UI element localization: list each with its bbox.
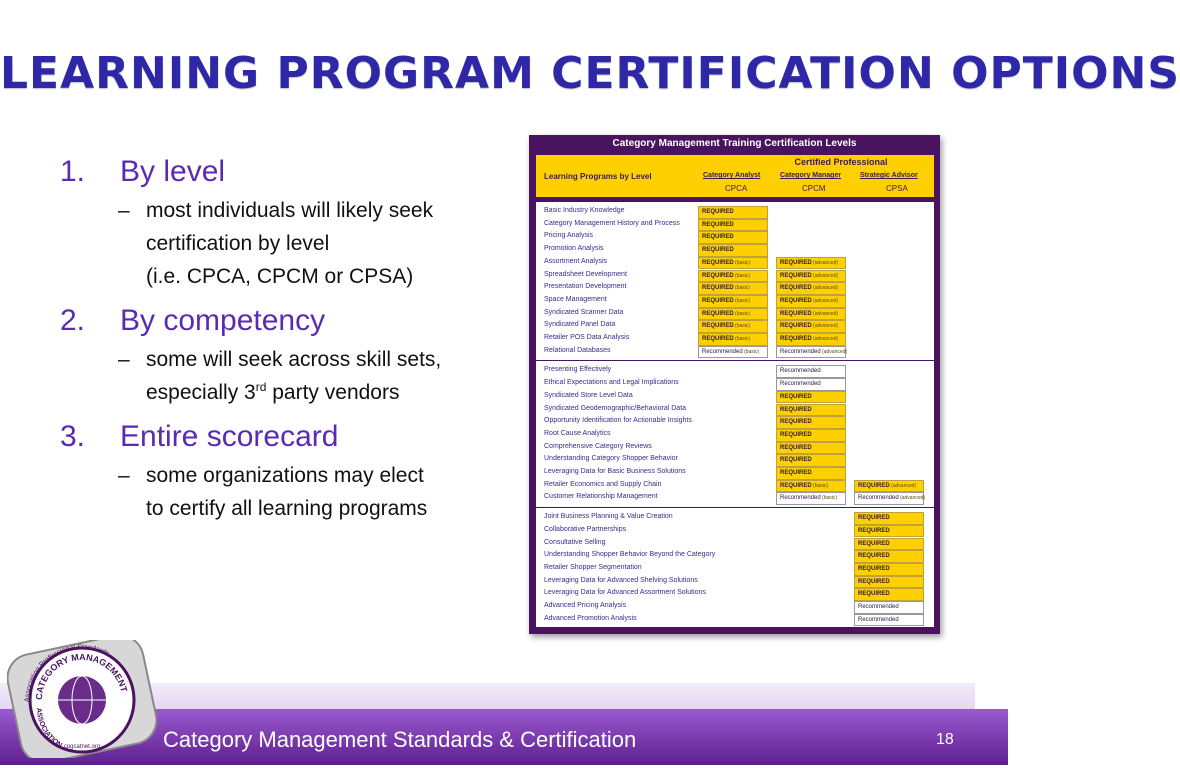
manager-cell: REQUIRED (advanced) <box>776 295 846 308</box>
analyst-cell: REQUIRED (basic) <box>698 320 768 333</box>
logo-arc-top: Association Professional Standards <box>23 643 111 703</box>
table-row <box>536 206 934 219</box>
program-label: Leveraging Data for Basic Business Solutions <box>544 468 686 475</box>
program-label: Collaborative Partnerships <box>544 525 627 533</box>
logo-arc-bottom: ASSOCIATION <box>34 707 64 750</box>
program-label: Space Management <box>544 295 607 303</box>
logo-arc-mid: CATEGORY MANAGEMENT <box>33 651 130 701</box>
program-label: Category Management History and Process <box>544 219 680 227</box>
manager-cell: REQUIRED <box>776 429 846 442</box>
manager-cell: Recommended <box>776 365 846 378</box>
table-row <box>536 257 934 270</box>
sub-line: party vendors <box>266 381 400 404</box>
table-row <box>536 442 934 455</box>
certified-professional-label: Certified Professional <box>794 157 888 167</box>
program-label: Leveraging Data for Advanced Shelving Solutions <box>544 576 698 584</box>
program-label: Retailer Economics and Supply Chain <box>544 480 662 488</box>
footer-text: Category Management Standards & Certification <box>163 727 637 752</box>
program-label: Promotion Analysis <box>544 245 604 253</box>
manager-cell: REQUIRED (basic) <box>776 480 846 493</box>
program-label: Advanced Promotion Analysis <box>544 614 637 622</box>
superscript: rd <box>255 380 267 394</box>
bullet-3-sub <box>60 459 520 525</box>
code-cpcm: CPCM <box>802 184 826 193</box>
analyst-cell: REQUIRED (basic) <box>698 333 768 346</box>
advisor-cell: Recommended <box>854 614 924 627</box>
table-row <box>536 538 934 551</box>
table-header <box>536 155 934 197</box>
advisor-cell: REQUIRED <box>854 525 924 538</box>
table-row <box>536 295 934 308</box>
bullet-2-heading: By competency <box>120 304 326 337</box>
advisor-cell: Recommended <box>854 601 924 614</box>
table-row <box>536 346 934 359</box>
bullet-3 <box>60 415 520 459</box>
sub-line: (i.e. CPCA, CPCM or CPSA) <box>146 265 414 288</box>
table-row <box>536 525 934 538</box>
advisor-cell: REQUIRED <box>854 538 924 551</box>
table-row <box>536 563 934 576</box>
page-number: 18 <box>936 731 954 748</box>
advisor-cell: REQUIRED <box>854 550 924 563</box>
table-row <box>536 492 934 505</box>
bullet-2-number: 2. <box>60 304 86 337</box>
analyst-cell: REQUIRED (basic) <box>698 257 768 270</box>
manager-cell: REQUIRED <box>776 416 846 429</box>
bullet-1 <box>60 150 520 194</box>
advisor-cell: REQUIRED <box>854 576 924 589</box>
program-label: Understanding Category Shopper Behavior <box>544 455 678 463</box>
manager-cell: REQUIRED (advanced) <box>776 320 846 333</box>
sub-line: especially 3 <box>146 381 256 404</box>
analyst-cell: REQUIRED (basic) <box>698 270 768 283</box>
program-label: Root Cause Analytics <box>544 429 611 437</box>
group-divider <box>536 507 934 508</box>
sub-line: certification by level <box>146 232 330 255</box>
sub-line: some will seek across skill sets, <box>146 348 442 371</box>
program-label: Syndicated Store Level Data <box>544 391 633 399</box>
dash: – <box>118 464 130 487</box>
manager-cell: REQUIRED <box>776 404 846 417</box>
bullet-1-heading: By level <box>120 155 226 188</box>
program-label: Comprehensive Category Reviews <box>544 442 652 450</box>
code-cpsa: CPSA <box>886 184 908 193</box>
bullet-2 <box>60 299 520 343</box>
manager-cell: REQUIRED <box>776 442 846 455</box>
table-row <box>536 270 934 283</box>
manager-cell: REQUIRED (advanced) <box>776 257 846 270</box>
table-row <box>536 601 934 614</box>
learning-programs-header: Learning Programs by Level <box>544 172 652 181</box>
table-row <box>536 614 934 627</box>
table-body <box>536 202 934 627</box>
bullet-1-sub <box>60 194 520 293</box>
program-label: Retailer Shopper Segmentation <box>544 563 642 571</box>
table-row <box>536 333 934 346</box>
bullet-list <box>60 150 520 531</box>
manager-cell: REQUIRED (advanced) <box>776 333 846 346</box>
table-row <box>536 416 934 429</box>
bullet-3-number: 3. <box>60 420 86 453</box>
table-row <box>536 454 934 467</box>
analyst-cell: Recommended (basic) <box>698 346 768 359</box>
manager-cell: REQUIRED <box>776 454 846 467</box>
program-label: Opportunity Identification for Actionable Insights <box>544 417 692 425</box>
certification-table <box>529 135 940 634</box>
program-label: Advanced Pricing Analysis <box>544 602 627 609</box>
sub-line: some organizations may elect <box>146 464 424 487</box>
table-row <box>536 244 934 257</box>
manager-cell: REQUIRED <box>776 467 846 480</box>
program-label: Understanding Shopper Behavior Beyond the Category <box>544 551 716 559</box>
manager-cell: Recommended (advanced) <box>776 346 846 359</box>
program-label: Retailer POS Data Analysis <box>544 334 630 341</box>
program-label: Relational Databases <box>544 346 611 354</box>
analyst-cell: REQUIRED (basic) <box>698 295 768 308</box>
code-cpca: CPCA <box>725 184 748 193</box>
advisor-cell: REQUIRED (advanced) <box>854 480 924 493</box>
advisor-cell: REQUIRED <box>854 563 924 576</box>
manager-cell: Recommended (basic) <box>776 492 846 505</box>
column-category-analyst: Category Analyst <box>703 172 761 179</box>
table-row <box>536 588 934 601</box>
table-row <box>536 404 934 417</box>
sub-line: to certify all learning programs <box>146 497 428 520</box>
program-label: Customer Relationship Management <box>544 493 658 501</box>
manager-cell: Recommended <box>776 378 846 391</box>
logo-url: cpgcatnet.org <box>63 744 101 750</box>
program-label: Ethical Expectations and Legal Implications <box>544 379 679 387</box>
table-row <box>536 550 934 563</box>
slide-title: LEARNING PROGRAM CERTIFICATION OPTIONS <box>0 48 1180 99</box>
program-label: Spreadsheet Development <box>544 270 627 278</box>
advisor-cell: REQUIRED <box>854 512 924 525</box>
program-label: Basic Industry Knowledge <box>544 207 625 214</box>
sub-line: most individuals will likely seek <box>146 199 434 222</box>
program-label: Joint Business Planning & Value Creation <box>544 513 673 521</box>
table-row <box>536 365 934 378</box>
table-row <box>536 391 934 404</box>
column-strategic-advisor: Strategic Advisor <box>860 172 918 179</box>
table-row <box>536 219 934 232</box>
bullet-3-heading: Entire scorecard <box>120 420 339 453</box>
analyst-cell: REQUIRED <box>698 231 768 244</box>
manager-cell: REQUIRED <box>776 391 846 404</box>
bullet-2-sub <box>60 343 520 409</box>
table-row <box>536 320 934 333</box>
advisor-cell: Recommended (advanced) <box>854 492 924 505</box>
group-divider <box>536 360 934 361</box>
program-label: Leveraging Data for Advanced Assortment Solutions <box>544 589 706 597</box>
table-row <box>536 480 934 493</box>
table-row <box>536 231 934 244</box>
table-row <box>536 512 934 525</box>
association-logo <box>7 640 157 758</box>
bullet-1-number: 1. <box>60 155 86 188</box>
table-row <box>536 378 934 391</box>
program-label: Syndicated Geodemographic/Behavioral Data <box>544 404 687 412</box>
table-row <box>536 576 934 589</box>
column-category-manager: Category Manager <box>780 172 842 179</box>
analyst-cell: REQUIRED (basic) <box>698 308 768 321</box>
program-label: Syndicated Panel Data <box>544 321 616 329</box>
table-row <box>536 308 934 321</box>
program-label: Presenting Effectively <box>544 366 612 374</box>
program-label: Assortment Analysis <box>544 257 608 265</box>
analyst-cell: REQUIRED (basic) <box>698 282 768 295</box>
manager-cell: REQUIRED (advanced) <box>776 270 846 283</box>
analyst-cell: REQUIRED <box>698 206 768 219</box>
manager-cell: REQUIRED (advanced) <box>776 282 846 295</box>
program-label: Consultative Selling <box>544 538 606 546</box>
table-row <box>536 282 934 295</box>
dash: – <box>118 199 130 222</box>
dash: – <box>118 348 130 371</box>
table-row <box>536 467 934 480</box>
manager-cell: REQUIRED (advanced) <box>776 308 846 321</box>
program-label: Presentation Development <box>544 283 627 291</box>
analyst-cell: REQUIRED <box>698 219 768 232</box>
program-label: Syndicated Scanner Data <box>544 308 624 316</box>
program-label: Pricing Analysis <box>544 232 594 240</box>
analyst-cell: REQUIRED <box>698 244 768 257</box>
table-title: Category Management Training Certification Levels <box>612 138 857 149</box>
table-row <box>536 429 934 442</box>
advisor-cell: REQUIRED <box>854 588 924 601</box>
